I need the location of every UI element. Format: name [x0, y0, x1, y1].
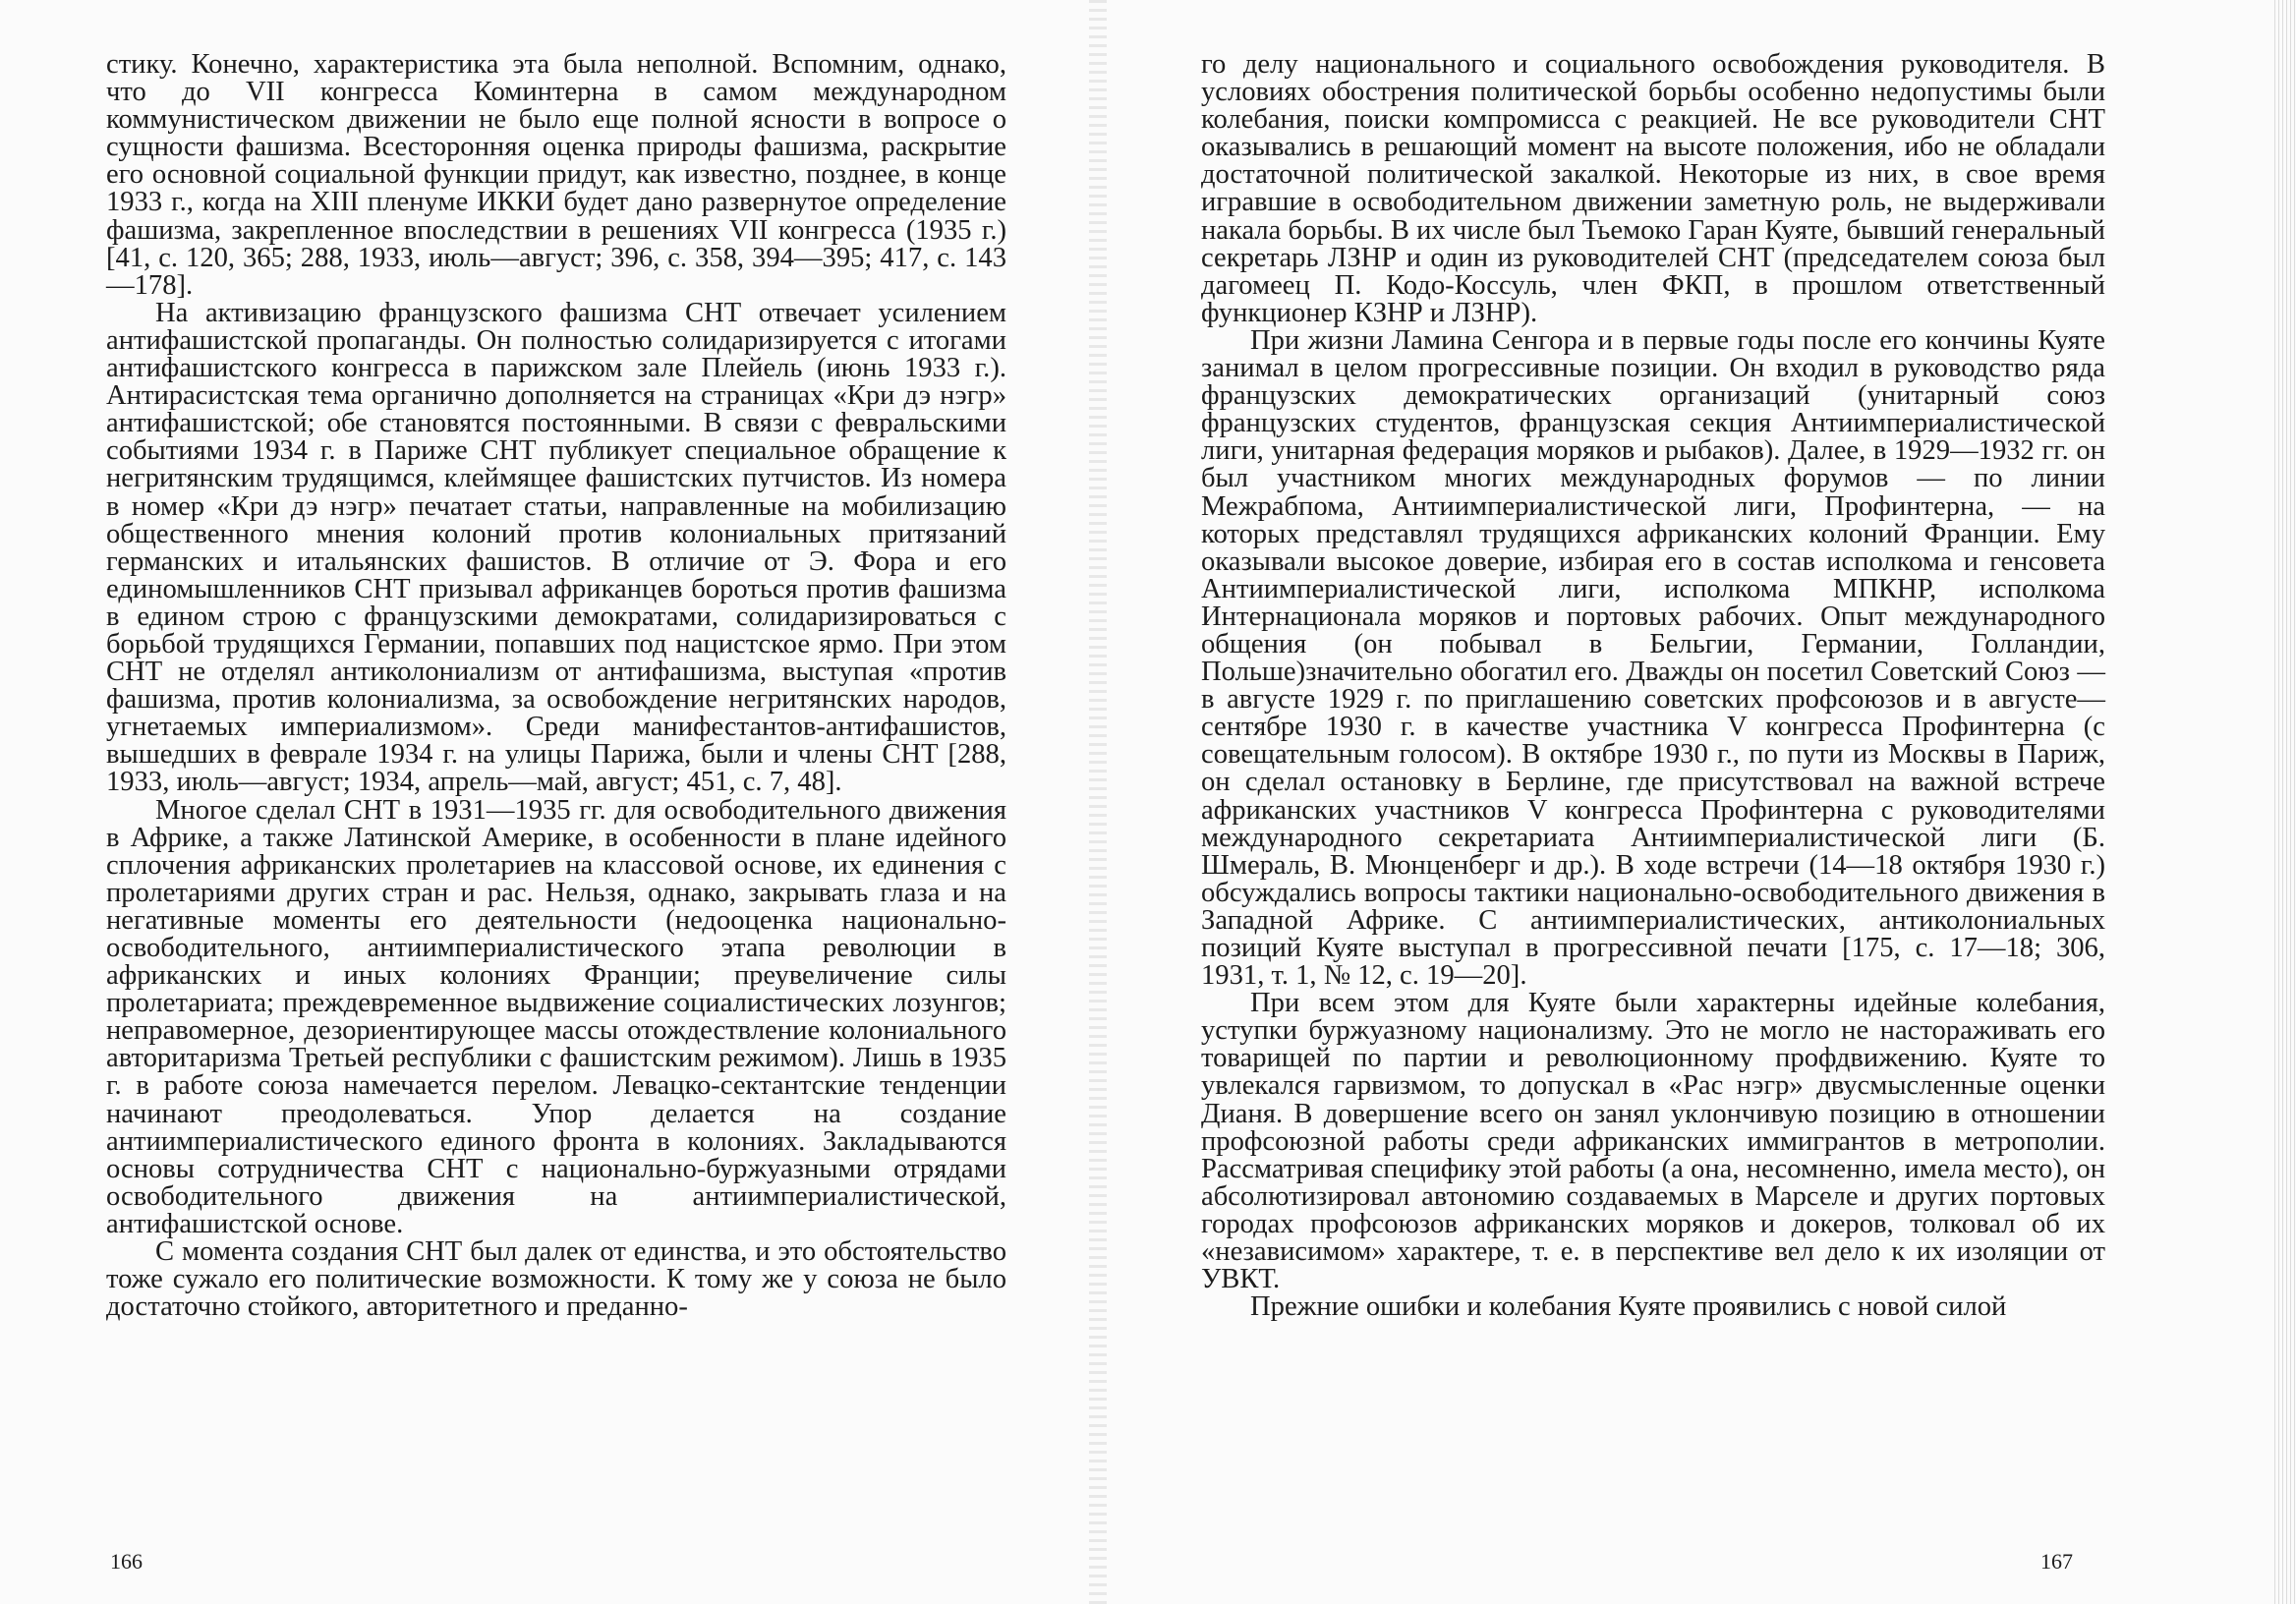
paragraph: При всем этом для Куяте были характерны идейные колебания, уступки буржуазному национализму. Это не могло не настораживать его товарищей по партии и революционному профдвижению. Куяте то увлекался гарвизмом, то допускал в «Рас нэгр» двусмысленные оценки Дианя. В довершение всего он занял уклончивую позицию в отношении профсоюзной работы среди африканских иммигрантов в метрополии. Рассматривая специфику этой работы (а она, несомненно, имела место), он абсолютизировал автономию создаваемых в Марселе и других портовых городах профсоюзов африканских моряков и докеров, толковал об их «независимом» характере, т. е. в перспективе вел дело к их изоляции от УВКТ.: [1201, 988, 2105, 1295]
page-edge: [2274, 0, 2296, 1604]
book-gutter: [1089, 0, 1107, 1604]
left-page-text: [106, 51, 1006, 1321]
paragraph: стику. Конечно, характеристика эта была неполной. Вспомним, однако, что до VII конгресса Коминтерна в самом международном коммунистическом движении не было еще полной ясности в вопросе о сущности фашизма. Всесторонняя оценка природы фашизма, раскрытие его основной социальной функции придут, как известно, позднее, в конце 1933 г., когда на XIII пленуме ИККИ будет дано развернутое определение фашизма, закрепленное впоследствии в решениях VII конгресса (1935 г.) [41, с. 120, 365; 288, 1933, июль—август; 396, с. 358, 394—395; 417, с. 143—178].: [106, 49, 1006, 301]
paragraph: На активизацию французского фашизма СНТ отвечает усилением антифашистской пропаганды. Он полностью солидаризируется с итогами антифашистского конгресса в парижском зале Плейель (июнь 1933 г.). Антирасистская тема органично дополняется на страницах «Кри дэ нэгр» антифашистской; обе становятся постоянными. В связи с февральскими событиями 1934 г. в Париже СНТ публикует специальное обращение к негритянским трудящимся, клеймящее фашистских путчистов. Из номера в номер «Кри дэ нэгр» печатает статьи, направленные на мобилизацию общественного мнения колоний против колониальных притязаний германских и итальянских фашистов. В отличие от Э. Фора и его единомышленников СНТ призывал африканцев бороться против фашизма в едином строю с французскими демократами, солидаризироваться с борьбой трудящихся Германии, попавших под нацистское ярмо. При этом СНТ не отделял антиколониализм от антифашизма, выступая «против фашизма, против колониализма, за освобождение негритянских народов, угнетаемых империализмом». Среди манифестантов-антифашистов, вышедших в феврале 1934 г. на улицы Парижа, были и члены СНТ [288, 1933, июль—август; 1934, апрель—май, август; 451, с. 7, 48].: [106, 297, 1006, 798]
paragraph: С момента создания СНТ был далек от единства, и это обстоятельство тоже сужало его политические возможности. К тому же у союза не было достаточно стойкого, авторитетного и преданно-: [106, 1236, 1006, 1323]
page-number-left: 166: [110, 1549, 143, 1574]
paragraph: Многое сделал СНТ в 1931—1935 гг. для освободительного движения в Африке, а также Латинской Америке, в особенности в плане идейного сплочения африканских пролетариев на классовой основе, их единения с пролетариями других стран и рас. Нельзя, однако, закрывать глаза и на негативные моменты его деятельности (недооценка национально-освободительного, антиимпериалистического этапа революции в африканских и иных колониях Франции; преувеличение силы пролетариата; преждевременное выдвижение социалистических лозунгов; неправомерное, дезориентирующее массы отождествление колониального авторитаризма Третьей республики с фашистским режимом). Лишь в 1935 г. в работе союза намечается перелом. Левацко-сектантские тенденции начинают преодолеваться. Упор делается на создание антиимпериалистического единого фронта в колониях. Закладываются основы сотрудничества СНТ с национально-буржуазными отрядами освободительного движения на антиимпериалистической, антифашистской основе.: [106, 794, 1006, 1239]
right-page: [1201, 51, 2105, 1321]
paragraph: При жизни Ламина Сенгора и в первые годы после его кончины Куяте занимал в целом прогрессивные позиции. Он входил в руководство ряда французских демократических организаций (унитарный союз французских студентов, французская секция Антиимпериалистической лиги, унитарная федерация моряков и рыбаков). Далее, в 1929—1932 гг. он был участником многих международных форумов — по линии Межрабпома, Антиимпериалистической лиги, Профинтерна, — на которых представлял трудящихся африканских колоний Франции. Ему оказывали высокое доверие, избирая его в состав исполкома и генсовета Антиимпериалистической лиги, исполкома МПКНР, исполкома Интернационала моряков и портовых рабочих. Опыт международного общения (он побывал в Бельгии, Германии, Голландии, Польше)значительно обогатил его. Дважды он посетил Советский Союз — в августе 1929 г. по приглашению советских профсоюзов и в августе—сентябре 1930 г. в качестве участника V конгресса Профинтерна (с совещательным голосом). В октябре 1930 г., по пути из Москвы в Париж, он сделал остановку в Берлине, где присутствовал на важной встрече африканских участников V конгресса Профинтерна с руководителями международного секретариата Антиимпериалистической лиги (Б. Шмераль, В. Мюнценберг и др.). В ходе встречи (14—18 октября 1930 г.) обсуждались вопросы тактики национально-освободительного движения в Западной Африке. С антиимпериалистических, антиколониальных позиций Куяте выступал в прогрессивной печати [175, с. 17—18; 306, 1931, т. 1, № 12, с. 19—20].: [1201, 324, 2105, 992]
right-page-text: [1201, 51, 2105, 1321]
left-page: [106, 51, 1006, 1321]
page-number-right: 167: [2040, 1549, 2073, 1574]
paragraph: го делу национального и социального освобождения руководителя. В условиях обострения политической борьбы особенно недопустимы были колебания, поиски компромисса с реакцией. Не все руководители СНТ оказывались в решающий момент на высоте положения, ибо не обладали достаточной политической закалкой. Некоторые из них, в свое время игравшие в освободительном движении заметную роль, не выдерживали накала борьбы. В их числе был Тьемоко Гаран Куяте, бывший генеральный секретарь ЛЗНР и один из руководителей СНТ (председателем союза был дагомеец П. Кодо-Коссуль, член ФКП, в прошлом ответственный функционер КЗНР и ЛЗНР).: [1201, 49, 2105, 328]
paragraph: Прежние ошибки и колебания Куяте проявились с новой силой: [1250, 1291, 2007, 1323]
